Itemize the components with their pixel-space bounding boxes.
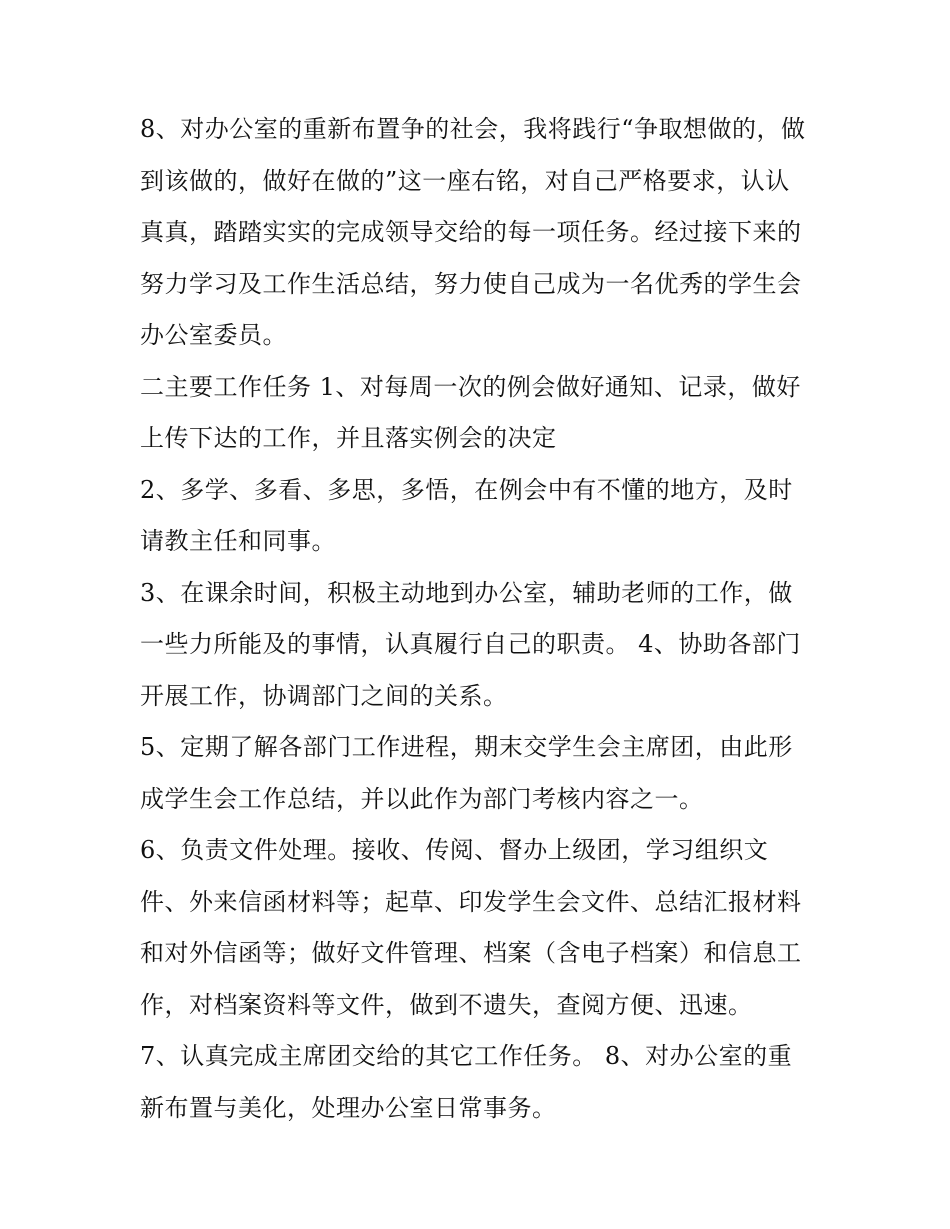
text-line: 2、多学、多看、多思，多悟，在例会中有不懂的地方，及时 [140,475,793,504]
text-line: 一些力所能及的事情，认真履行自己的职责。 4、协助各部门 [140,630,801,658]
text-line: 上传下达的工作，并且落实例会的决定 [140,424,557,452]
text-line: 8、对办公室的重新布置争的社会，我将践行“争取想做的，做 [140,115,806,143]
text-line: 请教主任和同事。 [140,527,336,555]
document-body [140,104,820,1134]
text-line: 开展工作，协调部门之间的关系。 [140,681,508,710]
text-line: 作，对档案资料等文件，做到不遗失，查阅方便、迅速。 [140,990,753,1019]
text-line: 真真，踏踏实实的完成领导交给的每一项任务。经过接下来的 [140,218,802,246]
text-line: 件、外来信函材料等；起草、印发学生会文件、总结汇报材料 [140,887,802,916]
text-line: 办公室委员。 [140,321,287,349]
text-line: 成学生会工作总结，并以此作为部门考核内容之一。 [140,784,704,813]
text-line: 6、负责文件处理。接收、传阅、督办上级团，学习组织文 [140,836,769,864]
text-line: 和对外信函等；做好文件管理、档案（含电子档案）和信息工 [140,939,802,967]
text-line: 努力学习及工作生活总结，努力使自己成为一名优秀的学生会 [140,269,802,298]
text-line: 7、认真完成主席团交给的其它工作任务。 8、对办公室的重 [140,1042,793,1070]
text-line: 3、在课余时间，积极主动地到办公室，辅助老师的工作，做 [140,578,793,607]
text-line: 二主要工作任务 1、对每周一次的例会做好通知、记录，做好 [140,372,801,401]
text-line: 到该做的，做好在做的”这一座右铭，对自己严格要求，认认 [140,166,790,195]
text-line: 新布置与美化，处理办公室日常事务。 [140,1093,557,1122]
text-line: 5、定期了解各部门工作进程，期末交学生会主席团，由此形 [140,733,793,761]
